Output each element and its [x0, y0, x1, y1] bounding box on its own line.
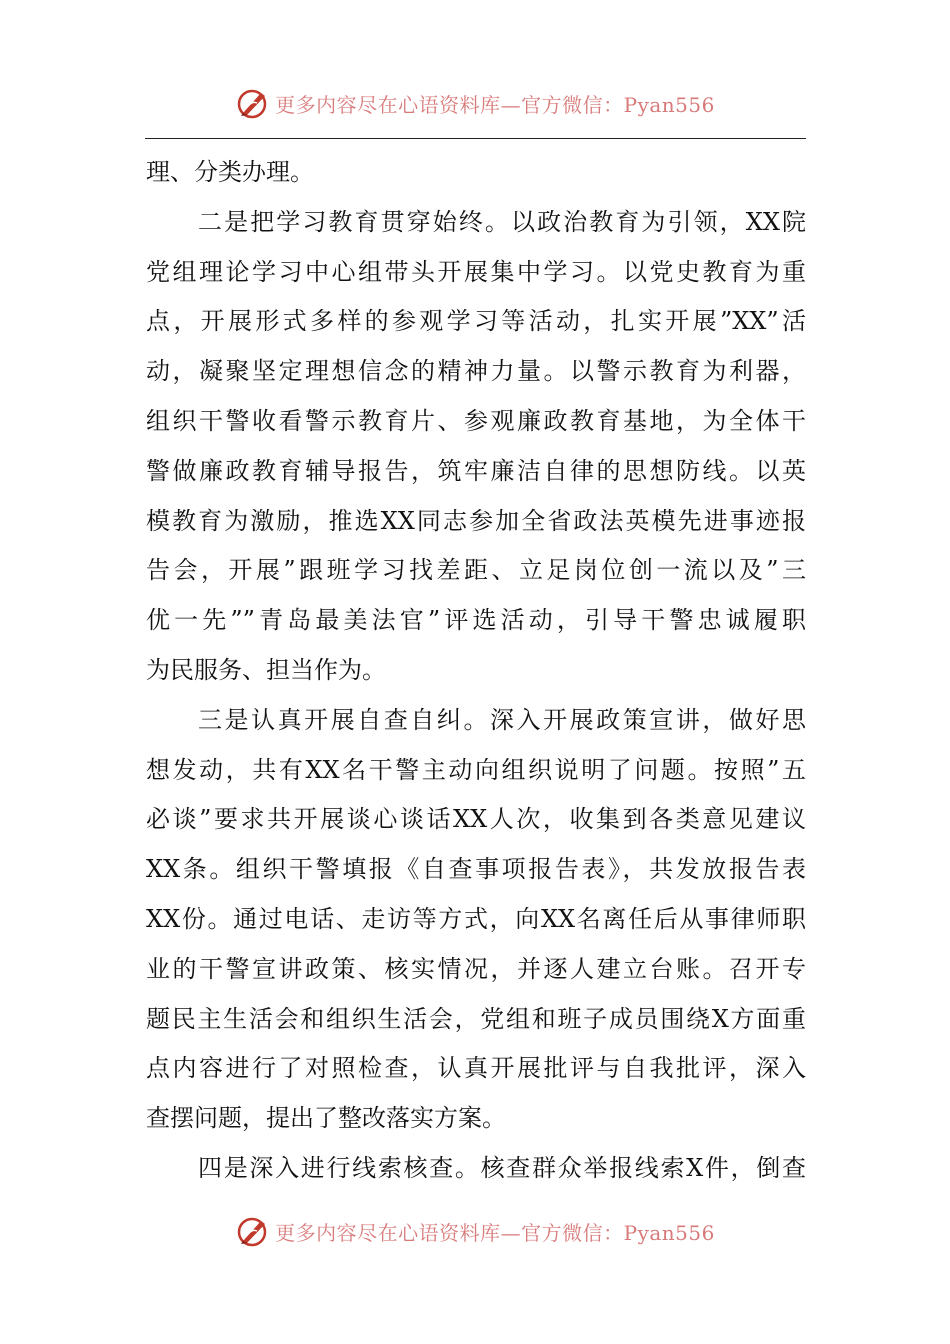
text-line: XX条。组织干警填报《自查事项报告表》，共发放报告表 [146, 855, 806, 884]
text-line: 告会，开展”跟班学习找差距、立足岗位创一流以及”三 [146, 556, 806, 585]
text-line: 动，凝聚坚定理想信念的精神力量。以警示教育为利器， [146, 357, 806, 386]
text-line: XX份。通过电话、走访等方式，向XX名离任后从事律师职 [146, 904, 806, 933]
text-line: 模教育为激励，推选XX同志参加全省政法英模先进事迹报 [146, 506, 806, 535]
text-line: 四是深入进行线索核查。核查群众举报线索X件，倒查 [198, 1153, 806, 1182]
text-line: 警做廉政教育辅导报告，筑牢廉洁自律的思想防线。以英 [146, 456, 806, 485]
text-line: 业的干警宣讲政策、核实情况，并逐人建立台账。召开专 [146, 954, 806, 983]
text-line: 点内容进行了对照检查，认真开展批评与自我批评，深入 [146, 1054, 806, 1083]
footer-banner [0, 1208, 950, 1254]
text-line: 优一先””青岛最美法官”评选活动，引导干警忠诚履职 [146, 606, 806, 635]
text-line: 点，开展形式多样的参观学习等活动，扎实开展”XX”活 [146, 307, 806, 336]
text-line: 想发动，共有XX名干警主动向组织说明了问题。按照”五 [146, 755, 806, 784]
text-line: 组织干警收看警示教育片、参观廉政教育基地，为全体干 [146, 406, 806, 435]
pen-in-circle-logo-icon [235, 1213, 271, 1249]
text-line: 二是把学习教育贯穿始终。以政治教育为引领，XX院 [198, 207, 806, 236]
footer-banner-text: 更多内容尽在心语资料库—官方微信：Pyan556 [275, 1220, 715, 1245]
header-divider [145, 138, 806, 139]
document-body [146, 148, 806, 1194]
text-line: 三是认真开展自查自纠。深入开展政策宣讲，做好思 [198, 705, 806, 734]
header-banner [0, 80, 950, 126]
text-line: 必谈”要求共开展谈心谈话XX人次，收集到各类意见建议 [146, 805, 806, 834]
text-line: 理、分类办理。 [146, 158, 314, 186]
pen-in-circle-logo-icon [235, 85, 271, 121]
text-line: 题民主生活会和组织生活会，党组和班子成员围绕X方面重 [146, 1004, 806, 1033]
text-line: 查摆问题，提出了整改落实方案。 [146, 1104, 506, 1133]
text-line: 党组理论学习中心组带头开展集中学习。以党史教育为重 [146, 257, 806, 286]
header-banner-text: 更多内容尽在心语资料库—官方微信：Pyan556 [275, 92, 715, 117]
text-line: 为民服务、担当作为。 [146, 655, 386, 684]
